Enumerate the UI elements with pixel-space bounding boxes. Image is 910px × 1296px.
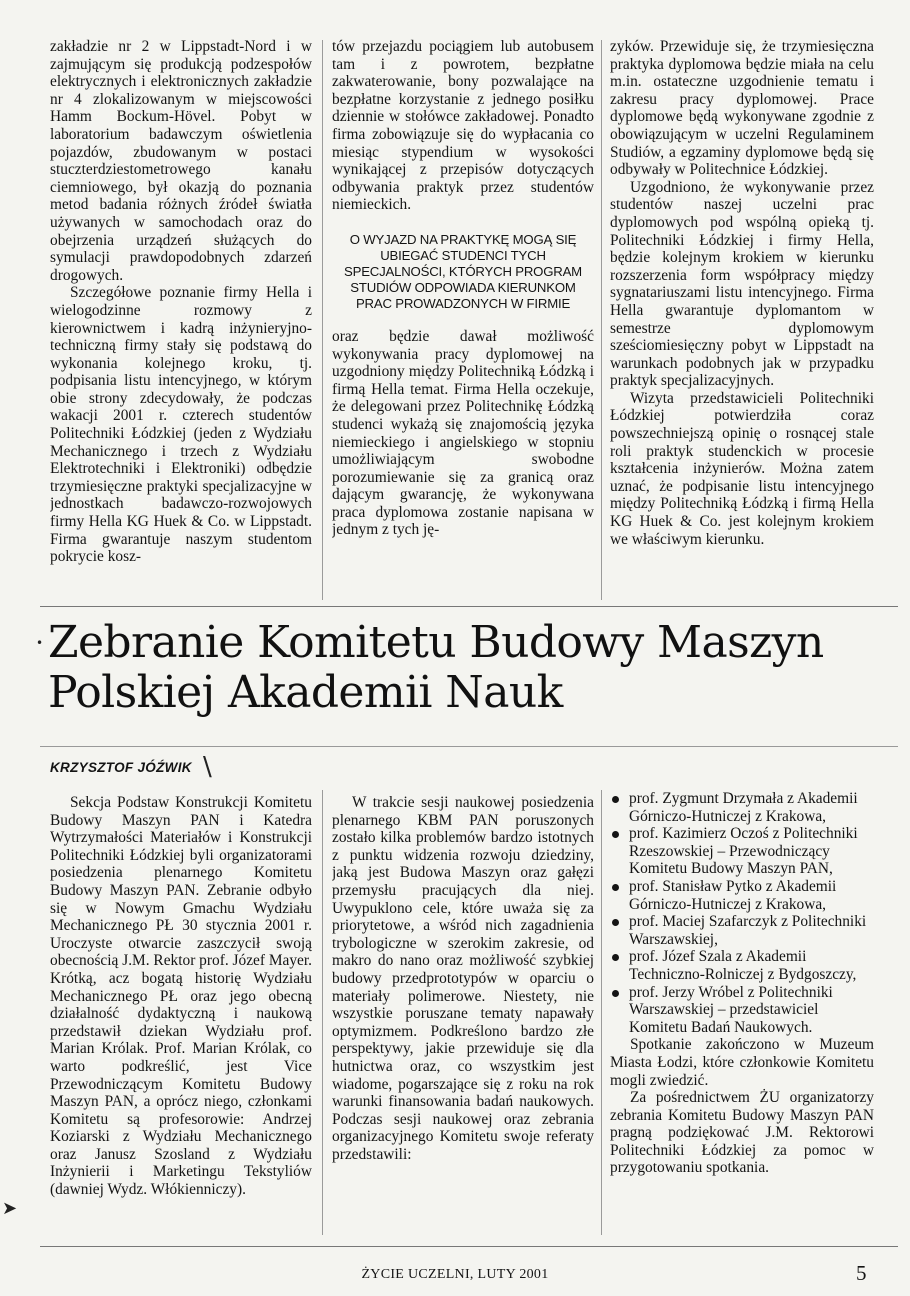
arrow-mark: ➤ [2, 1198, 18, 1219]
list-item: prof. Kazimierz Oczoś z Politechniki Rzeszowskiej – Przewodniczący Komitetu Budowy Maszyn PAN, [610, 825, 874, 878]
section-rule [40, 606, 898, 607]
article-column-1 [50, 794, 312, 1234]
article-column-2 [332, 794, 594, 1234]
list-item: prof. Maciej Szafarczyk z Politechniki Warszawskiej, [610, 913, 874, 948]
list-item: prof. Zygmunt Drzymała z Akademii Górniczo-Hutniczej z Krakowa, [610, 790, 874, 825]
speaker-list [610, 790, 874, 1036]
paragraph: W trakcie sesji naukowej posiedzenia plenarnego KBM PAN poruszonych zostało kilka problemów bardzo istotnych z punktu widzenia rozwoju dziedziny, jaką jest Budowa Maszyn oraz gałęzi przemysłu pracujących dla niej. Uwypuklono cele, które uważa się za priorytetowe, a wśród nich zagadnienia trybologiczne w szerokim zakresie, od makro do nano oraz możliwość szybkiej budowy przedprototypów w oparciu o materiały polimerowe. Niestety, nie wszystkie poruszane tematy napawały optymizmem. Podkreślono bardzo złe perspektywy, jakie przewiduje się dla hutnictwa oraz, co wszystkim jest wiadome, pogarszające się z roku na rok warunki finansowania badań naukowych. Podczas sesji naukowej oraz zebrania organizacyjnego Komitetu swoje referaty przedstawili: [332, 794, 594, 1163]
paragraph: Za pośrednictwem ŻU organizatorzy zebrania Komitetu Budowy Maszyn PAN pragną podziękować J.M. Rektorowi Politechniki Łódzkiej za pomoc w przygotowaniu spotkania. [610, 1089, 874, 1177]
top-article-column-1 [50, 38, 312, 593]
article-title [48, 618, 888, 718]
paragraph: zakładzie nr 2 w Lippstadt-Nord i w zajmującym się produkcją podzespołów elektrycznych i elektronicznych zakładzie nr 4 zlokalizowanym w miejscowości Hamm Bockum-Hövel. Pobyt w laboratorium badawczym oświetlenia pojazdów, zbudowanym w postaci stuczterdziestometrowego kanału ciemniowego, był okazją do poznania metod badania różnych źródeł światła używanych w samochodach oraz do obejrzenia urządzeń służących do symulacji prawdopodobnych zdarzeń drogowych. [50, 38, 312, 284]
paragraph: zyków. Przewiduje się, że trzymiesięczna praktyka dyplomowa będzie miała na celu m.in. ostateczne uzgodnienie tematu i zakresu pracy dyplomowej. Prace dyplomowe będą wykonywane zgodnie z obowiązującym w uczelni Regulaminem Studiów, a egzaminy dyplomowe będą się odbywały w Politechnice Łódzkiej. [610, 38, 874, 179]
list-item: prof. Jerzy Wróbel z Politechniki Warszawskiej – przedstawiciel Komitetu Badań Naukowych. [610, 984, 874, 1037]
paragraph: tów przejazdu pociągiem lub autobusem tam i z powrotem, bezpłatne zakwaterowanie, bony pozwalające na bezpłatne korzystanie z jednego posiłku dziennie w stołówce zakładowej. Ponadto firma zobowiązuje się do wypłacania co miesiąc stypendium w wysokości wynikającej z przepisów dotyczących odbywania praktyk przez studentów niemieckich. [332, 38, 594, 214]
column-divider [322, 790, 323, 1235]
footer-rule [40, 1246, 898, 1247]
title-rule [40, 746, 898, 747]
paragraph: Szczegółowe poznanie firmy Hella i wielogodzinne rozmowy z kierownictwem i kadrą inżynieryjno-techniczną firmy stały się podstawą do wykonania kolejnego kroku, tj. podpisania listu intencyjnego, w którym obie strony zdecydowały, że podczas wakacji 2001 r. czterech studentów Politechniki Łódzkiej (jeden z Wydziału Mechanicznego i trzech z Wydziału Elektrotechniki i Elektroniki) odbędzie trzymiesięczne praktyki specjalizacyjne w jednostkach badawczo-rozwojowych firmy Hella KG Huek & Co. w Lippstadt. Firma gwarantuje naszym studentom pokrycie kosz- [50, 284, 312, 566]
column-divider [601, 790, 602, 1235]
paragraph: oraz będzie dawał możliwość wykonywania pracy dyplomowej na uzgodniony między Politechniką Łódzką i firmą Hella temat. Firma Hella oczekuje, że delegowani przez Politechnikę Łódzką studenci wykażą się znajomością języka niemieckiego i angielskiego w stopniu umożliwiającym swobodne porozumiewanie się za granicą oraz dającym gwarancję, że wykonywana praca dyplomowa zostanie napisana w jednym z tych ję- [332, 327, 594, 539]
paragraph: Sekcja Podstaw Konstrukcji Komitetu Budowy Maszyn PAN i Katedra Wytrzymałości Materiałów i Konstrukcji Politechniki Łódzkiej byli organizatorami posiedzenia plenarnego Komitetu Budowy Maszyn PAN. Zebranie odbyło się w Nowym Gmachu Wydziału Mechanicznego PŁ 30 stycznia 2001 r. Uroczyste otwarcie zaszczycił swoją obecnością J.M. Rektor prof. Józef Mayer. Krótką, acz bogatą historię Wydziału Mechanicznego PŁ oraz jego obecną działalność dydaktyczną i naukową przedstawił dziekan Wydziału prof. Marian Królak. Prof. Marian Królak, co warto podkreślić, jest Vice Przewodniczącym Komitetu Budowy Maszyn PAN, a oprócz niego, członkami Komitetu są profesorowie: Andrzej Koziarski z Wydziału Mechanicznego oraz Janusz Szosland z Wydziału Inżynierii i Marketingu Tekstyliów (dawniej Wydz. Włókienniczy). [50, 794, 312, 1199]
top-article-column-2 [332, 38, 594, 583]
paragraph: Uzgodniono, że wykonywanie przez studentów naszej uczelni prac dyplomowych pod wspólną opieką tj. Politechniki Łódzkiej i firmy Hella, będzie kolejnym krokiem w kierunku rozszerzenia form współpracy między sygnatariuszami listu intencyjnego. Firma Hella gwarantuje dyplomantom w semestrze dyplomowym sześciomiesięczny pobyt w Lippstadt na warunkach podobnych jak w przypadku praktyk specjalizacyjnych. [610, 178, 874, 390]
pull-quote: O WYJAZD NA PRAKTYKĘ MOGĄ SIĘ UBIEGAĆ STUDENCI TYCH SPECJALNOŚCI, KTÓRYCH PROGRAM STUDIÓW ODPOWIADA KIERUNKOM PRAC PROWADZONYCH W FIRMIE [344, 231, 582, 311]
top-article-column-3 [610, 38, 874, 608]
page-number: 5 [856, 1261, 867, 1285]
paragraph: Wizyta przedstawicieli Politechniki Łódzkiej potwierdziła coraz powszechniejszą opinię o rosnącej stale roli praktyk studenckich w procesie kształcenia inżynierów. Można zatem uznać, że podpisanie listu intencyjnego między Politechniką Łódzką i firmą Hella KG Huek & Co. jest kolejnym krokiem we właściwym kierunku. [610, 389, 874, 548]
list-item: prof. Józef Szala z Akademii Techniczno-Rolniczej z Bydgoszczy, [610, 948, 874, 983]
title-line-1: Zebranie Komitetu Budowy Maszyn [48, 617, 824, 668]
pen-stroke-mark: \ [203, 752, 212, 782]
column-divider [601, 40, 602, 600]
list-item: prof. Stanisław Pytko z Akademii Górniczo-Hutniczej z Krakowa, [610, 878, 874, 913]
column-divider [322, 40, 323, 600]
title-line-2: Polskiej Akademii Nauk [48, 667, 563, 718]
article-column-3 [610, 790, 874, 1235]
publication-footer: ŻYCIE UCZELNI, LUTY 2001 [361, 1267, 549, 1282]
paragraph: Spotkanie zakończono w Muzeum Miasta Łodzi, które członkowie Komitetu mogli zwiedzić. [610, 1036, 874, 1089]
author-byline: KRZYSZTOF JÓŹWIK [50, 760, 192, 775]
bullet-mark: • [36, 636, 44, 650]
